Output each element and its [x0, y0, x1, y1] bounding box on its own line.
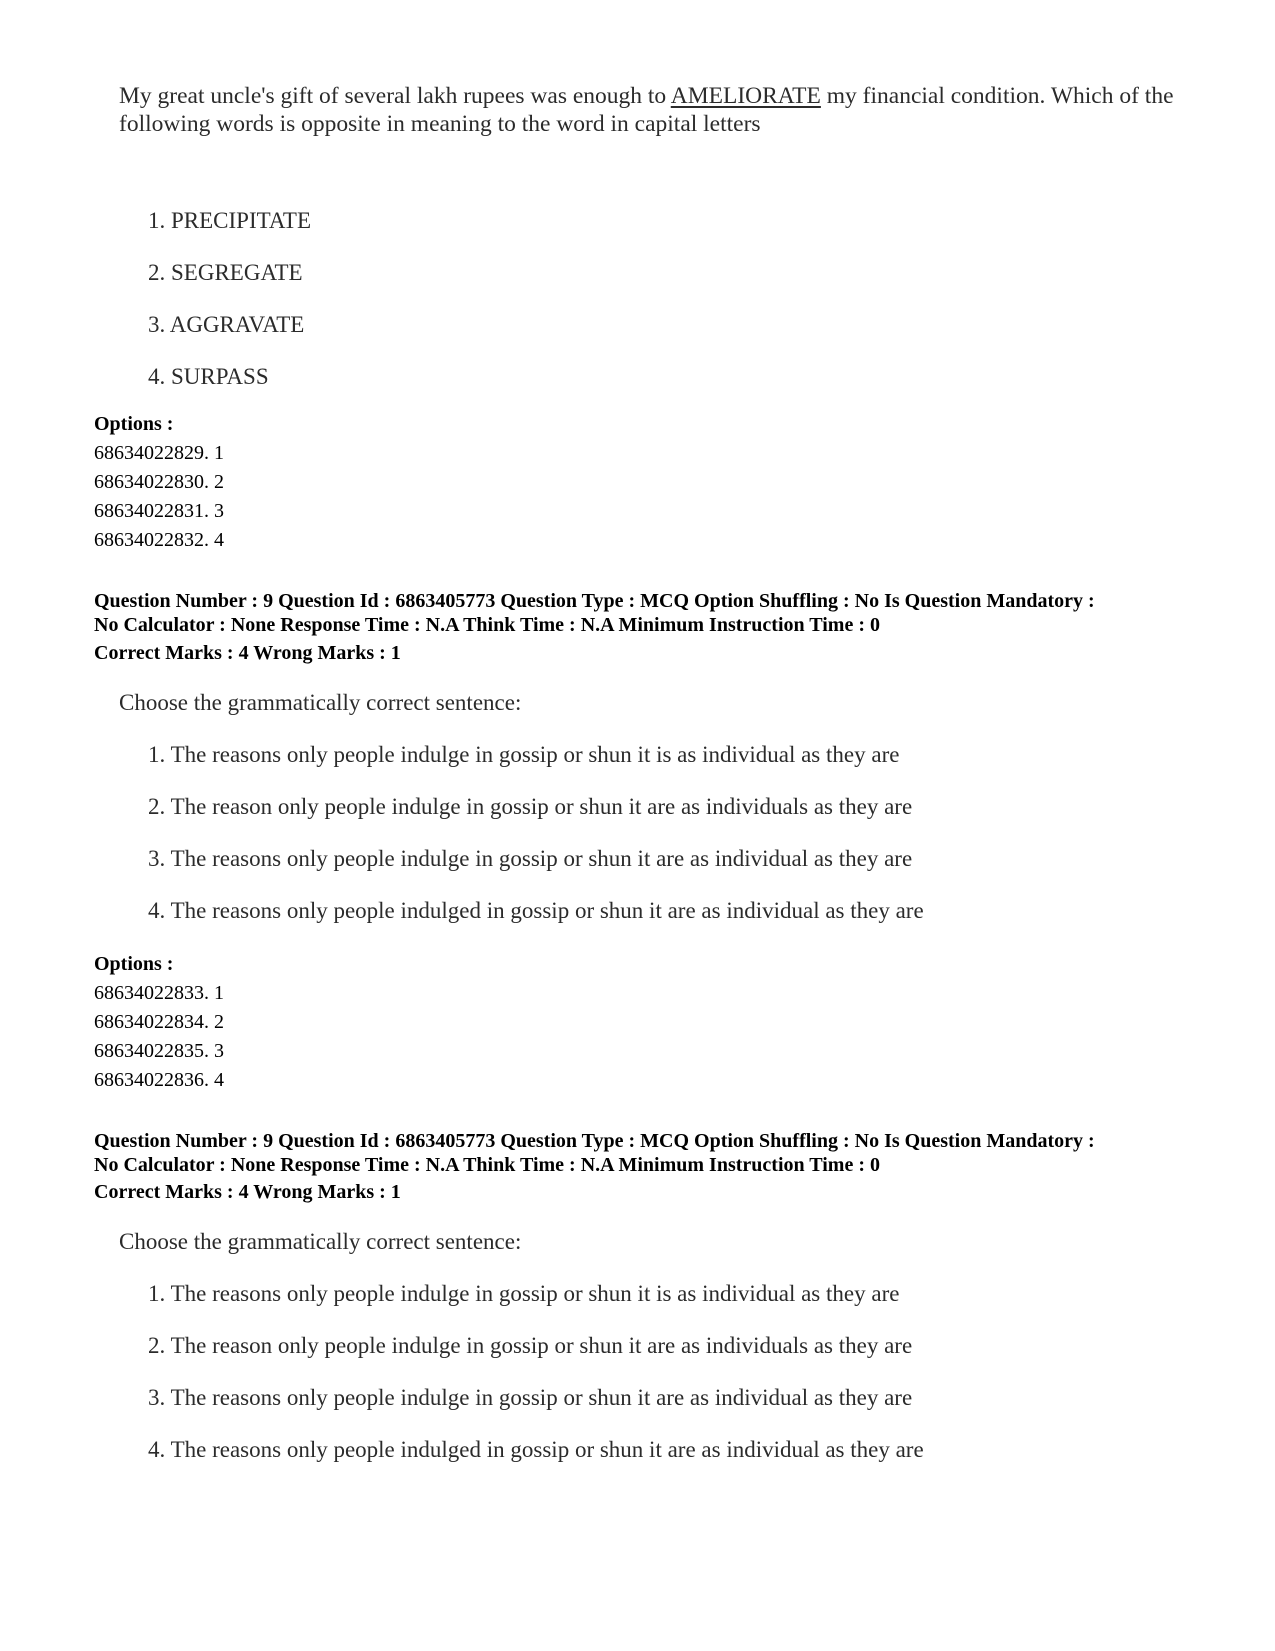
- question-prompt: Choose the grammatically correct sentence:: [119, 690, 522, 715]
- marks-line: Correct Marks : 4 Wrong Marks : 1: [94, 642, 401, 664]
- answer-choice-3: 3. The reasons only people indulge in gossip or shun it are as individual as they are: [148, 1385, 913, 1410]
- answer-choice-1: 1. PRECIPITATE: [148, 208, 311, 233]
- question-meta: [94, 589, 1214, 637]
- option-id: 68634022835. 3: [94, 1040, 224, 1062]
- marks-line: Correct Marks : 4 Wrong Marks : 1: [94, 1181, 401, 1203]
- option-id: 68634022833. 1: [94, 982, 224, 1004]
- option-id: 68634022831. 3: [94, 500, 224, 522]
- question-meta: [94, 1129, 1214, 1177]
- option-id: 68634022832. 4: [94, 529, 224, 551]
- options-block: [94, 950, 224, 1095]
- answer-choice-4: 4. SURPASS: [148, 364, 269, 389]
- stem-text-after: my financial condition. Which of the following words is opposite in meaning to the word in capital letters: [119, 83, 1174, 137]
- answer-choice-3: 3. AGGRAVATE: [148, 312, 305, 337]
- answer-choice-1: 1. The reasons only people indulge in gossip or shun it is as individual as they are: [148, 742, 900, 767]
- answer-choice-3: 3. The reasons only people indulge in gossip or shun it are as individual as they are: [148, 846, 913, 871]
- option-id: 68634022830. 2: [94, 471, 224, 493]
- question-meta-line-1: Question Number : 9 Question Id : 6863405773 Question Type : MCQ Option Shuffling : No Is Question Mandatory :: [94, 590, 1095, 612]
- option-id: 68634022836. 4: [94, 1069, 224, 1091]
- question-stem: [119, 82, 1179, 138]
- options-label: Options :: [94, 413, 174, 435]
- options-block: [94, 410, 224, 555]
- question-meta-line-2: No Calculator : None Response Time : N.A Think Time : N.A Minimum Instruction Time : 0: [94, 614, 880, 636]
- answer-choice-4: 4. The reasons only people indulged in gossip or shun it are as individual as they are: [148, 898, 924, 923]
- answer-choice-2: 2. SEGREGATE: [148, 260, 303, 285]
- options-label: Options :: [94, 953, 174, 975]
- answer-choice-1: 1. The reasons only people indulge in gossip or shun it is as individual as they are: [148, 1281, 900, 1306]
- stem-text-before: My great uncle's gift of several lakh rupees was enough to: [119, 83, 671, 109]
- answer-choice-2: 2. The reason only people indulge in gossip or shun it are as individuals as they are: [148, 794, 913, 819]
- question-meta-line-1: Question Number : 9 Question Id : 6863405773 Question Type : MCQ Option Shuffling : No Is Question Mandatory :: [94, 1130, 1095, 1152]
- question-meta-line-2: No Calculator : None Response Time : N.A Think Time : N.A Minimum Instruction Time : 0: [94, 1154, 880, 1176]
- option-id: 68634022834. 2: [94, 1011, 224, 1033]
- stem-keyword: AMELIORATE: [670, 83, 821, 109]
- option-id: 68634022829. 1: [94, 442, 224, 464]
- answer-choice-4: 4. The reasons only people indulged in gossip or shun it are as individual as they are: [148, 1437, 924, 1462]
- question-prompt: Choose the grammatically correct sentence:: [119, 1229, 522, 1254]
- answer-choice-2: 2. The reason only people indulge in gossip or shun it are as individuals as they are: [148, 1333, 913, 1358]
